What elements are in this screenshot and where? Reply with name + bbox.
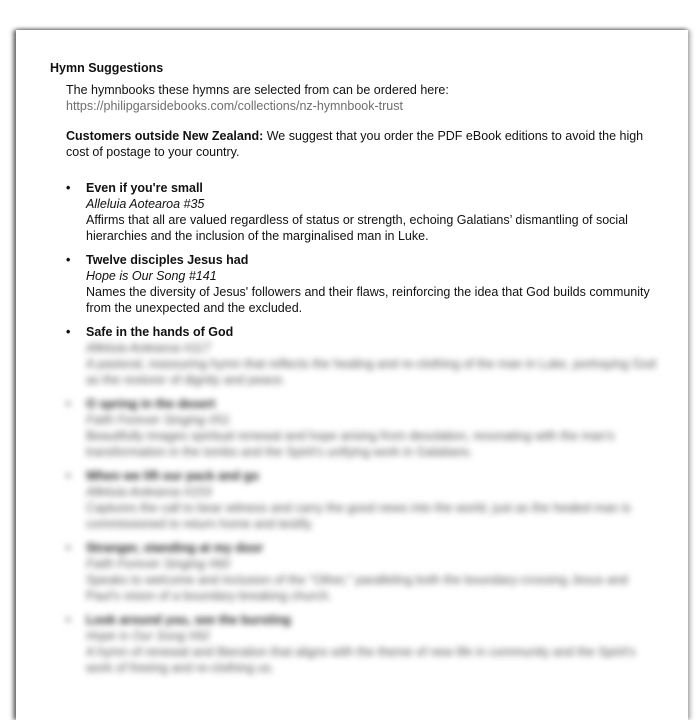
- bullet-icon: •: [66, 181, 71, 195]
- hymn-list: [50, 180, 660, 676]
- bullet-icon: •: [66, 325, 71, 339]
- list-item: [66, 252, 660, 316]
- document-page: [16, 30, 688, 720]
- hymn-title: Twelve disciples Jesus had: [86, 253, 249, 267]
- hymn-source: Alleluia Aotearoa #153: [86, 485, 212, 499]
- hymn-title: Look around you, see the bursting: [86, 613, 291, 627]
- customers-text: We suggest that you order the PDF eBook editions to avoid the high cost of postage to your country.: [66, 129, 644, 159]
- hymn-title: Stranger, standing at my door: [86, 541, 264, 555]
- customers-label: Customers outside New Zealand:: [66, 129, 264, 143]
- intro-paragraph: [50, 82, 660, 114]
- hymn-description: Captures the call to bear witness and carry the good news into the world, just as the healed man is commissioned to return home and testify.: [86, 501, 631, 531]
- list-item: [66, 396, 660, 460]
- hymn-source: Faith Forever Singing #51: [86, 413, 230, 427]
- hymn-title: O spring in the desert: [86, 397, 216, 411]
- hymn-source: Alleluia Aotearoa #35: [86, 197, 205, 211]
- hymn-source: Hope is Our Song #141: [86, 269, 217, 283]
- order-link[interactable]: https://philipgarsidebooks.com/collections/nz-hymnbook-trust: [66, 99, 403, 113]
- bullet-icon: •: [66, 613, 71, 627]
- list-item: [66, 324, 660, 388]
- list-item: [66, 540, 660, 604]
- bullet-icon: •: [66, 469, 71, 483]
- hymn-title: Safe in the hands of God: [86, 325, 234, 339]
- hymn-description: A pastoral, reassuring hymn that reflects the healing and re-clothing of the man in Luke, portraying God as the restorer of dignity and peace.: [86, 357, 656, 387]
- hymn-source: Faith Forever Singing #60: [86, 557, 230, 571]
- hymn-source: Hope is Our Song #92: [86, 629, 210, 643]
- document-content: [50, 60, 660, 684]
- hymn-description: Beautifully images spiritual renewal and hope arising from desolation, resonating with the man’s transformation in the tombs and the Spirit’s unifying work in Galatians.: [86, 429, 615, 459]
- hymn-description: Affirms that all are valued regardless of status or strength, echoing Galatians’ dismantling of social hierarchies and the inclusion of the marginalised man in Luke.: [86, 213, 628, 243]
- list-item: [66, 180, 660, 244]
- hymn-title: Even if you're small: [86, 181, 203, 195]
- bullet-icon: •: [66, 541, 71, 555]
- list-item: [66, 612, 660, 676]
- intro-line: The hymnbooks these hymns are selected from can be ordered here:: [66, 83, 449, 97]
- hymn-description: A hymn of renewal and liberation that aligns with the theme of new life in community and the Spirit’s work of freeing and re-clothing us.: [86, 645, 636, 675]
- bullet-icon: •: [66, 253, 71, 267]
- hymn-source: Alleluia Aotearoa #117: [86, 341, 211, 355]
- customers-note: [50, 128, 660, 160]
- list-item: [66, 468, 660, 532]
- hymn-title: When we lift our pack and go: [86, 469, 259, 483]
- page-title: Hymn Suggestions: [50, 61, 164, 75]
- hymn-description: Names the diversity of Jesus' followers and their flaws, reinforcing the idea that God builds community from the unexpected and the excluded.: [86, 285, 650, 315]
- hymn-description: Speaks to welcome and inclusion of the "Other," paralleling both the boundary-crossing Jesus and Paul’s vision of a boundary-breaking church.: [86, 573, 628, 603]
- bullet-icon: •: [66, 397, 71, 411]
